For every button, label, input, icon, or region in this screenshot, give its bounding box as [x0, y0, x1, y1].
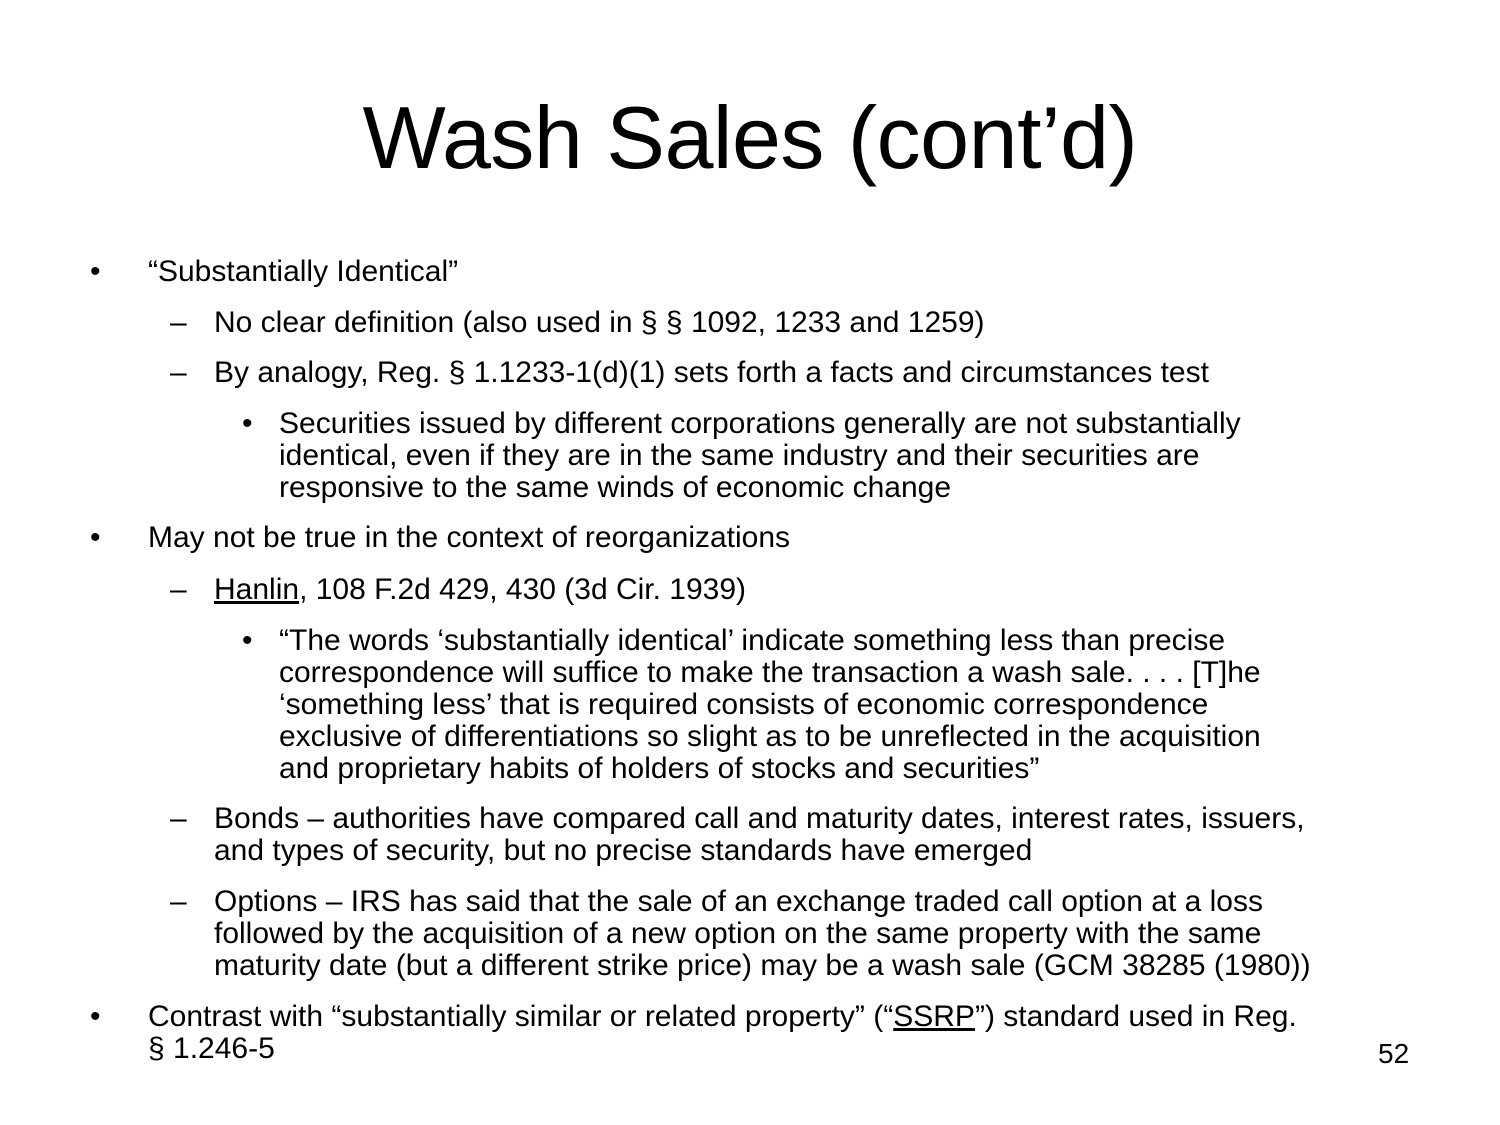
- text-line: exclusive of differentiations so slight as to be unreflected in the acquisition: [279, 720, 1261, 753]
- dash-marker: –: [170, 885, 187, 918]
- bullet-text: May not be true in the context of reorganizations: [148, 521, 791, 554]
- bullet-marker: •: [242, 407, 253, 440]
- case-name-link[interactable]: Hanlin: [214, 573, 300, 606]
- text-fragment: Contrast with “substantially similar or related property” (“: [148, 1000, 894, 1033]
- text-line: Options – IRS has said that the sale of an exchange traded call option at a loss: [214, 885, 1263, 918]
- subsubbullet-text: [279, 625, 1261, 785]
- slide-title: Wash Sales (cont’d): [362, 88, 1138, 187]
- dash-marker: –: [170, 356, 187, 389]
- bullet-marker: •: [90, 255, 101, 288]
- bullet-marker: •: [242, 624, 253, 657]
- text-line: followed by the acquisition of a new option on the same property with the same: [214, 917, 1262, 950]
- text-line: maturity date (but a different strike price) may be a wash sale (GCM 38285 (1980)): [214, 949, 1311, 982]
- text-line: and proprietary habits of holders of stocks and securities”: [279, 752, 1040, 785]
- text-fragment: ”) standard used in Reg.: [974, 1000, 1297, 1033]
- dash-marker: –: [170, 306, 187, 339]
- ssrp-link[interactable]: SSRP: [893, 1000, 975, 1033]
- text-line: [148, 1001, 1297, 1033]
- bullet-text: “Substantially Identical”: [148, 255, 459, 288]
- page-number: 52: [1378, 1038, 1410, 1069]
- bullet-text: [148, 1001, 1297, 1065]
- subsubbullet-text: [279, 408, 1241, 504]
- dash-marker: –: [170, 573, 187, 606]
- bullet-marker: •: [90, 521, 101, 554]
- dash-marker: –: [170, 802, 187, 835]
- text-line: responsive to the same winds of economic change: [279, 471, 952, 504]
- text-line: identical, even if they are in the same industry and their securities are: [279, 439, 1200, 472]
- text-line: § 1.246-5: [148, 1032, 275, 1065]
- subbullet-text: [214, 886, 1311, 982]
- text-line: and types of security, but no precise standards have emerged: [214, 834, 1033, 867]
- text-line: ‘something less’ that is required consists of economic correspondence: [279, 688, 1209, 721]
- text-line: correspondence will suffice to make the transaction a wash sale. . . . [T]he: [279, 656, 1261, 689]
- text-line: Securities issued by different corporations generally are not substantially: [279, 407, 1241, 440]
- subbullet-text: [214, 574, 746, 606]
- text-line: Bonds – authorities have compared call and maturity dates, interest rates, issuers,: [214, 802, 1305, 835]
- subbullet-text: No clear definition (also used in § § 1092, 1233 and 1259): [214, 306, 985, 339]
- subbullet-text: [214, 803, 1305, 867]
- text-line: “The words ‘substantially identical’ indicate something less than precise: [279, 624, 1226, 657]
- subbullet-text: By analogy, Reg. § 1.1233-1(d)(1) sets forth a facts and circumstances test: [214, 356, 1209, 389]
- bullet-marker: •: [90, 1000, 101, 1033]
- case-citation: , 108 F.2d 429, 430 (3d Cir. 1939): [299, 573, 747, 606]
